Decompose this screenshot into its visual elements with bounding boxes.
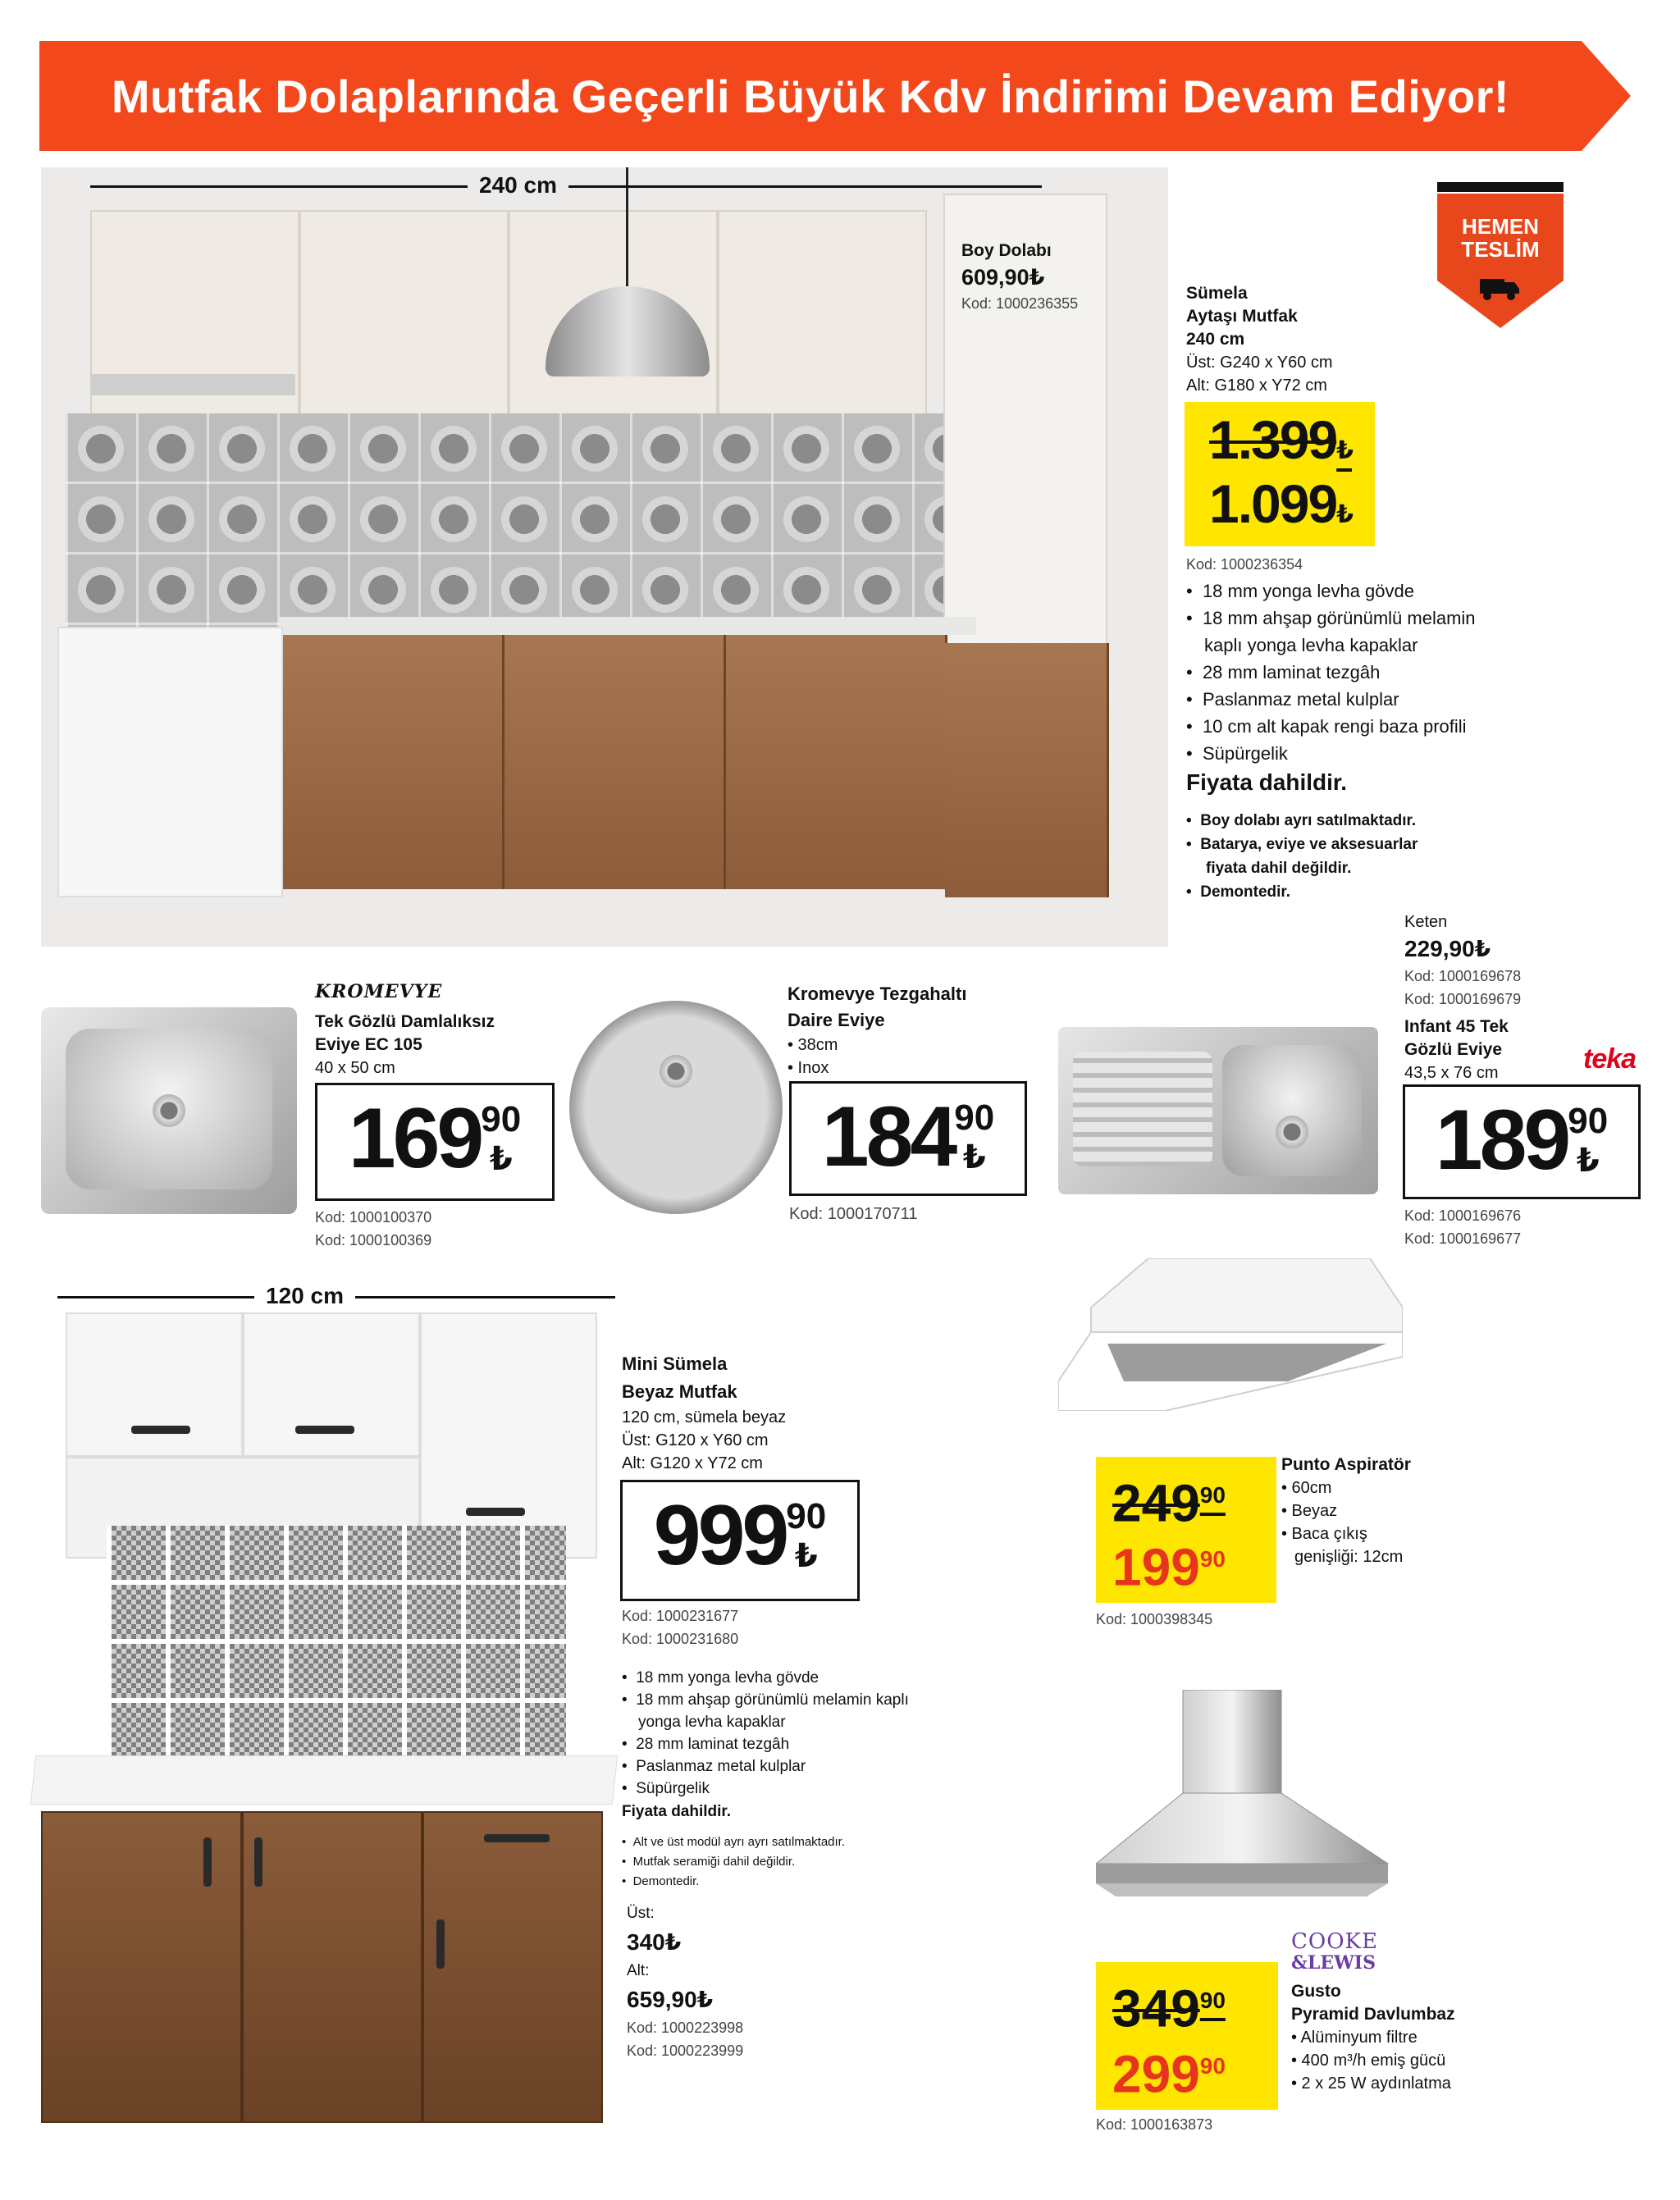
rectangular-sink-image: [41, 1007, 297, 1214]
sink1-codes: [315, 1206, 431, 1252]
punto-price-box: [1096, 1457, 1276, 1603]
list-item: • Süpürgelik: [1186, 743, 1288, 764]
tall-cabinet-base: [945, 643, 1109, 897]
kitchen2-code-2: Kod: 1000231680: [622, 1631, 739, 1647]
dimension-label: 120 cm: [254, 1283, 355, 1309]
list-item: kaplı yonga levha kapaklar: [1204, 635, 1418, 655]
sink3-price-box: [1403, 1084, 1641, 1199]
gusto-spec-3: • 2 x 25 W aydınlatma: [1291, 2074, 1451, 2093]
wall-cabinet: [420, 1312, 597, 1559]
kromevye-logo: KROMEVYE: [315, 981, 443, 1002]
punto-code: Kod: 1000398345: [1096, 1611, 1213, 1627]
sink2-price-main: 184: [821, 1089, 955, 1184]
gusto-old-cents: 90: [1199, 1988, 1226, 2013]
note-item: fiyata dahil değildir.: [1206, 860, 1352, 877]
note-item: • Demontedir.: [622, 1874, 700, 1888]
sink3-code-2: Kod: 1000169677: [1404, 1230, 1522, 1247]
list-item: • 18 mm ahşap görünümlü melamin: [1186, 608, 1476, 628]
sink3-price-main: 189: [1435, 1093, 1568, 1188]
gusto-code: Kod: 1000163873: [1096, 2116, 1213, 2133]
kitchen-sumela-photo: [41, 167, 1168, 947]
kitchen2-name-line-2: Beyaz Mutfak: [622, 1381, 737, 1402]
kitchen2-info: [622, 1350, 786, 1475]
sink3-price-lira: ₺: [1576, 1143, 1600, 1179]
kitchen2-price-main: 999: [653, 1488, 787, 1583]
kitchen1-old-price: 1.399: [1209, 409, 1337, 470]
sink1-info: [315, 1011, 495, 1079]
sink2-price-box: [789, 1081, 1027, 1196]
kitchen2-price-cents: 90: [786, 1496, 827, 1536]
handle: [484, 1834, 550, 1842]
keten-price: 229,90₺: [1404, 936, 1491, 961]
handle: [254, 1837, 262, 1887]
base-cabinet: [504, 635, 726, 889]
sink3-info: [1404, 1016, 1509, 1084]
gusto-title-line-2: Pyramid Davlumbaz: [1291, 2005, 1455, 2024]
boy-dolabi-price: 609,90₺: [961, 265, 1045, 290]
kitchen1-size-top: Üst: G240 x Y60 cm: [1186, 354, 1333, 372]
kitchen2-size-3: Alt: G120 x Y72 cm: [622, 1454, 763, 1472]
list-item: • 28 mm laminat tezgâh: [622, 1736, 790, 1753]
sink2-title-line-2: Daire Eviye: [788, 1010, 885, 1030]
list-item: • 28 mm laminat tezgâh: [1186, 662, 1381, 682]
wall-cabinet: [66, 1312, 243, 1457]
note-item: • Alt ve üst modül ayrı ayrı satılmaktadır.: [622, 1835, 846, 1849]
sink1-price-main: 169: [348, 1091, 482, 1186]
sink3-codes: [1404, 1204, 1521, 1250]
punto-old-price: 249: [1112, 1473, 1200, 1533]
sink2-price-cents: 90: [954, 1098, 995, 1138]
list-item: • 10 cm alt kapak rengi baza profili: [1186, 716, 1467, 737]
keten-info: [1404, 911, 1521, 1011]
kitchen2-codes: [622, 1604, 738, 1650]
gusto-spec-2: • 400 m³/h emiş gücü: [1291, 2052, 1446, 2070]
kitchen-mini-photo: [33, 1280, 623, 2154]
kitchen2-notes: [622, 1833, 845, 1892]
kitchen1-code: Kod: 1000236354: [1186, 556, 1303, 573]
kitchen2-price-lira: ₺: [794, 1538, 818, 1574]
gusto-price-box: [1096, 1962, 1278, 2110]
base-cabinet: [422, 1811, 603, 2123]
drain-icon: [153, 1094, 185, 1127]
punto-spec-4: genişliği: 12cm: [1294, 1548, 1404, 1566]
brand-line-2: &LEWIS: [1291, 1952, 1376, 1974]
brand-line-1: COOKE: [1291, 1929, 1378, 1954]
handle: [436, 1919, 445, 1969]
note-item: • Mutfak seramiği dahil değildir.: [622, 1855, 796, 1869]
checkered-tiles: [107, 1526, 566, 1764]
punto-spec-2: • Beyaz: [1281, 1502, 1338, 1520]
punto-spec-1: • 60cm: [1281, 1479, 1332, 1497]
handle: [466, 1508, 525, 1516]
alt-label: Alt:: [627, 1962, 650, 1979]
sink3-title-line-1: Infant 45 Tek: [1404, 1017, 1509, 1036]
drainer-ribs: [1073, 1052, 1212, 1166]
kitchen1-name-line-2: Aytaşı Mutfak: [1186, 307, 1298, 326]
built-in-hood: [90, 374, 295, 395]
punto-spec-3: • Baca çıkış: [1281, 1525, 1367, 1543]
punto-info: [1281, 1454, 1411, 1568]
hood-drawing: [1096, 1690, 1408, 1960]
sink2-title-line-1: Kromevye Tezgahaltı: [788, 984, 967, 1004]
sink3-code-1: Kod: 1000169676: [1404, 1207, 1522, 1224]
promo-banner: [39, 41, 1631, 151]
punto-new-cents: 90: [1199, 1546, 1226, 1572]
kitchen1-notes: [1186, 809, 1418, 904]
punto-title: Punto Aspiratör: [1281, 1455, 1411, 1474]
wall-cabinet: [718, 210, 927, 417]
punto-new-price: 199: [1112, 1537, 1200, 1597]
sink1-price-cents: 90: [481, 1099, 522, 1139]
gusto-info: [1291, 1980, 1455, 2095]
round-sink-image: [569, 1001, 783, 1214]
badge-line-1: HEMEN: [1462, 214, 1539, 239]
kitchen2-name-line-1: Mini Sümela: [622, 1353, 728, 1374]
module-code-1: Kod: 1000223998: [627, 2020, 744, 2036]
kitchen2-price-box: [620, 1480, 860, 1601]
list-item: • Paslanmaz metal kulplar: [622, 1758, 806, 1775]
kitchen2-size-2: Üst: G120 x Y60 cm: [622, 1431, 769, 1449]
handle: [203, 1837, 212, 1887]
sink2-spec-2: • Inox: [788, 1059, 829, 1077]
note-item: • Batarya, eviye ve aksesuarlar: [1186, 836, 1418, 853]
boy-dolabi-info: [961, 240, 1078, 315]
kitchen1-price-box: [1185, 402, 1375, 546]
kitchen1-new-price: 1.099: [1209, 473, 1337, 534]
dimension-label: 240 cm: [468, 172, 568, 199]
drainer-sink-image: [1058, 1027, 1378, 1194]
sink1-price-box: [315, 1083, 555, 1201]
base-cabinet: [41, 1811, 242, 2123]
sink2-code: Kod: 1000170711: [789, 1205, 918, 1223]
keten-label: Keten: [1404, 913, 1448, 931]
sink1-code-2: Kod: 1000100369: [315, 1232, 432, 1248]
alt-price: 659,90₺: [627, 1987, 714, 2012]
gusto-spec-1: • Alüminyum filtre: [1291, 2029, 1418, 2047]
boy-dolabi-code: Kod: 1000236355: [961, 295, 1079, 312]
keten-code-1: Kod: 1000169678: [1404, 968, 1522, 984]
sink3-title-line-2: Gözlü Eviye: [1404, 1040, 1503, 1059]
module-code-2: Kod: 1000223999: [627, 2043, 744, 2059]
sink3-size: 43,5 x 76 cm: [1404, 1064, 1499, 1082]
note-item: • Demontedir.: [1186, 883, 1291, 901]
kitchen1-info: [1186, 282, 1333, 397]
sink2-spec-1: • 38cm: [788, 1036, 838, 1054]
sink2-price-lira: ₺: [962, 1139, 986, 1175]
teka-logo: teka: [1583, 1043, 1637, 1075]
kitchen2-included: Fiyata dahildir.: [622, 1803, 732, 1820]
wall-cabinet: [243, 1312, 420, 1457]
note-item: • Boy dolabı ayrı satılmaktadır.: [1186, 812, 1417, 829]
gusto-title-line-1: Gusto: [1291, 1982, 1341, 2001]
drain-icon: [660, 1055, 692, 1088]
kitchen1-feature-list: [1186, 577, 1476, 767]
sink2-info: [788, 981, 966, 1079]
kitchen2-code-1: Kod: 1000231677: [622, 1608, 739, 1624]
dishwasher: [57, 627, 283, 897]
list-item: • 18 mm yonga levha gövde: [1186, 581, 1414, 601]
hemen-teslim-badge: [1437, 182, 1564, 328]
list-item: • Paslanmaz metal kulplar: [1186, 689, 1399, 710]
sink3-price-cents: 90: [1568, 1101, 1609, 1141]
cooke-lewis-logo: [1291, 1931, 1378, 1974]
kitchen1-size-bottom: Alt: G180 x Y72 cm: [1186, 377, 1327, 395]
wall-cabinet: [299, 210, 509, 417]
kitchen1-name-line-1: Sümela: [1186, 284, 1248, 303]
base-cabinet: [283, 635, 504, 889]
gusto-hood-image: [1096, 1690, 1408, 1960]
base-cabinet: [242, 1811, 422, 2123]
sink1-size: 40 x 50 cm: [315, 1059, 395, 1077]
badge-line-2: TESLİM: [1461, 237, 1540, 262]
gusto-old-price: 349: [1112, 1979, 1200, 2038]
punto-hood-image: [1058, 1258, 1403, 1411]
kitchen2-feature-list: [622, 1667, 909, 1800]
boy-dolabi-title: Boy Dolabı: [961, 241, 1052, 260]
kitchen2-module-prices: [627, 1901, 743, 2062]
countertop: [279, 617, 976, 635]
sink1-title-line-2: Eviye EC 105: [315, 1035, 422, 1054]
keten-code-2: Kod: 1000169679: [1404, 991, 1522, 1007]
kitchen1-new-lira: ₺: [1336, 501, 1353, 528]
gusto-new-price: 299: [1112, 2044, 1200, 2104]
list-item: • 18 mm yonga levha gövde: [622, 1669, 819, 1687]
countertop: [30, 1755, 618, 1805]
kitchen1-name-line-3: 240 cm: [1186, 330, 1245, 349]
handle: [295, 1426, 354, 1434]
drain-icon: [1276, 1116, 1308, 1148]
sink1-title-line-1: Tek Gözlü Damlalıksız: [315, 1012, 495, 1031]
kitchen1-included: Fiyata dahildir.: [1186, 769, 1348, 795]
kitchen1-old-lira: ₺: [1336, 437, 1353, 464]
kitchen2-size-1: 120 cm, sümela beyaz: [622, 1408, 787, 1426]
punto-old-cents: 90: [1199, 1482, 1226, 1508]
list-item: yonga levha kapaklar: [638, 1714, 786, 1731]
sink1-price-lira: ₺: [489, 1141, 513, 1177]
base-cabinet: [726, 635, 947, 889]
ust-price: 340₺: [627, 1929, 682, 1955]
handle: [131, 1426, 190, 1434]
list-item: • 18 mm ahşap görünümlü melamin kaplı: [622, 1691, 909, 1709]
banner-title: Mutfak Dolaplarında Geçerli Büyük Kdv İndirimi Devam Ediyor!: [111, 70, 1510, 122]
ust-label: Üst:: [627, 1905, 655, 1922]
list-item: • Süpürgelik: [622, 1780, 710, 1797]
hood-drawing: [1058, 1258, 1403, 1411]
sink1-code-1: Kod: 1000100370: [315, 1209, 432, 1226]
gusto-new-cents: 90: [1199, 2053, 1226, 2079]
